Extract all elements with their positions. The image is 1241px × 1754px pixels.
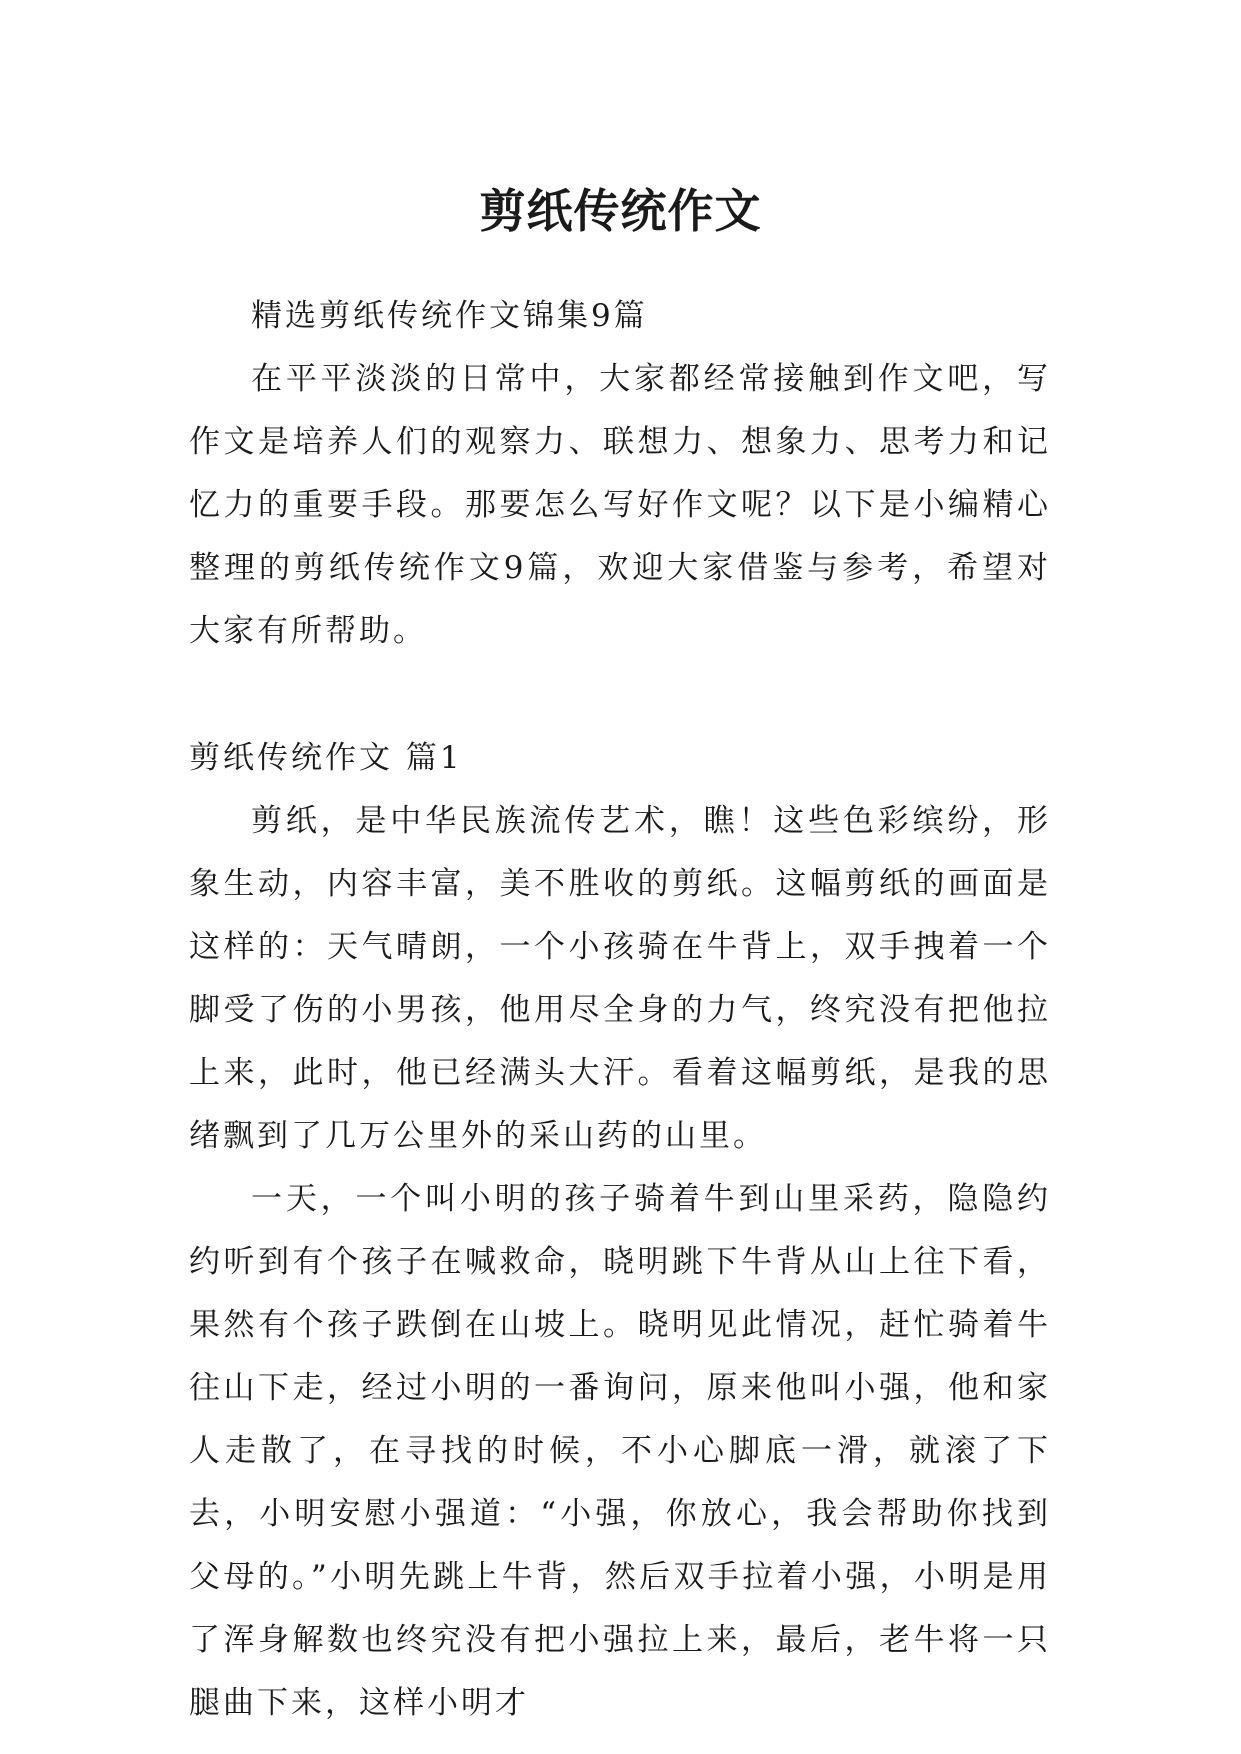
intro-paragraph: 在平平淡淡的日常中，大家都经常接触到作文吧，写作文是培养人们的观察力、联想力、想象力、思考力和记忆力的重要手段。那要怎么写好作文呢？以下是小编精心整理的剪纸传统作文9篇，欢迎大家借鉴与参考，希望对大家有所帮助。 [189,361,1051,649]
body-paragraph: 一天，一个叫小明的孩子骑着牛到山里采药，隐隐约约听到有个孩子在喊救命，晓明跳下牛背从山上往下看，果然有个孩子跌倒在山坡上。晓明见此情况，赶忙骑着牛往山下走，经过小明的一番询问，原来他叫小强，他和家人走散了，在寻找的时候，不小心脚底一滑，就滚了下去，小明安慰小强道：“小强，你放心，我会帮助你找到父母的。”小明先跳上牛背，然后双手拉着小强，小明是用了浑身解数也终究没有把小强拉上来，最后，老牛将一只腿曲下来，这样小明才 [189,1181,1051,1721]
page-title: 剪纸传统作文 [479,183,762,238]
section-heading: 剪纸传统作文 篇1 [189,740,463,776]
body-paragraph: 剪纸，是中华民族流传艺术，瞧！这些色彩缤纷，形象生动，内容丰富，美不胜收的剪纸。这幅剪纸的画面是这样的：天气晴朗，一个小孩骑在牛背上，双手拽着一个脚受了伤的小男孩，他用尽全身的力气，终究没有把他拉上来，此时，他已经满头大汗。看着这幅剪纸，是我的思绪飘到了几万公里外的采山药的山里。 [189,803,1051,1154]
document-subtitle: 精选剪纸传统作文锦集9篇 [251,298,648,334]
document-body [189,285,1051,1735]
